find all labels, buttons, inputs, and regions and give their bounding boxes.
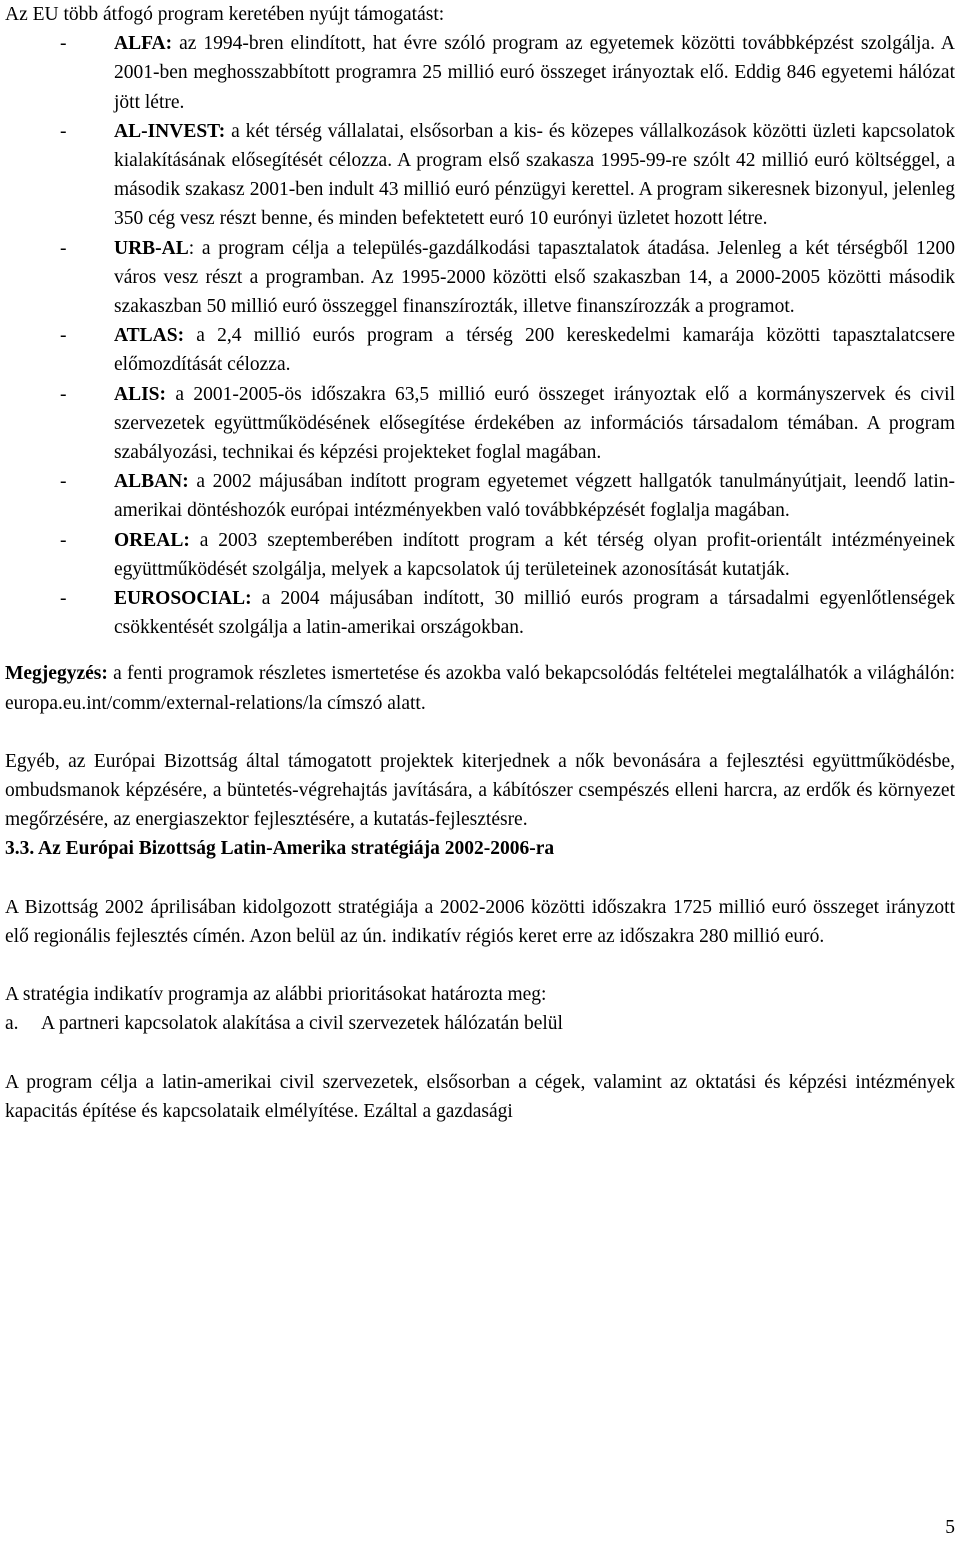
program-list [5, 29, 955, 642]
list-dash: - [60, 471, 67, 493]
program-item-urb-al [5, 234, 955, 322]
program-item-atlas [5, 321, 955, 379]
note-text: a fenti programok részletes ismertetése és azokba való bekapcsolódás feltételei megtalálhatók a világhálón: europa.eu.int/comm/external-relations/la címszó alatt. [5, 663, 955, 714]
program-name: OREAL: [114, 529, 190, 551]
program-text: a két térség vállalatai, elsősorban a kis- és közepes vállalkozások közötti üzleti kapcsolatok kialakításának elősegítését célozza. A program első szakasza 1995-99-re szólt 42 millió euró költséggel, a második szakasz 2001-ben indult 43 millió euró pénzügyi kerettel. A program sikeresnek bizonyul, jelenleg 350 cég vesz részt benne, és minden befektetett euró 10 eurónyi üzletet hozott létre. [114, 120, 955, 230]
list-dash: - [60, 383, 67, 405]
note-paragraph [5, 659, 955, 717]
program-name: ALBAN: [114, 471, 189, 493]
document-page [5, 0, 955, 1126]
program-text: a 2,4 millió eurós program a térség 200 kereskedelmi kamarája közötti tapasztalatcsere előmozdítását célozza. [114, 325, 955, 376]
program-name: ALIS: [114, 383, 167, 405]
list-dash: - [60, 120, 67, 142]
list-dash: - [60, 33, 67, 55]
final-paragraph: A program célja a latin-amerikai civil szervezetek, elsősorban a cégek, valamint az oktatási és képzési intézmények kapacitás építése és kapcsolataik elmélyítése. Ezáltal a gazdasági [5, 1071, 955, 1122]
priorities-intro: A stratégia indikatív programja az alábbi prioritásokat határozta meg: [5, 984, 547, 1006]
intro-text: Az EU több átfogó program keretében nyújt támogatást: [5, 4, 445, 25]
program-name: AL-INVEST: [114, 120, 226, 142]
program-text: az 1994-bren elindított, hat évre szóló program az egyetemek közötti továbbképzést szolgálja. A 2001-ben meghosszabbított programra 25 millió euró összeget irányoztak elő. Eddig 846 egyetemi hálózat jött létre. [114, 33, 955, 113]
list-dash: - [60, 325, 67, 347]
program-text: a 2003 szeptemberében indított program a két térség olyan profit-orientált intézményeinek együttműködését szolgálja, melyek a kapcsolatok új területeinek azonosítását kutatják. [114, 529, 955, 580]
program-name: ATLAS: [114, 325, 185, 347]
program-item-al-invest [5, 117, 955, 234]
program-name: EUROSOCIAL: [114, 588, 252, 610]
list-dash: - [60, 529, 67, 551]
program-name: ALFA: [114, 33, 173, 55]
program-text: a 2002 májusában indított program egyetemet végzett hallgatók tanulmányútjait, leendő latin-amerikai döntéshozók európai intézményekben való továbbképzését foglalja magában. [114, 471, 955, 522]
program-item-eurosocial [5, 584, 955, 642]
program-item-alfa [5, 29, 955, 117]
program-item-oreal [5, 526, 955, 584]
strategy-paragraph: A Bizottság 2002 áprilisában kidolgozott stratégiája a 2002-2006 közötti időszakra 1725 millió euró összeget irányzott elő regionális fejlesztés címén. Azon belül az ún. indikatív régiós keret erre az időszakra 280 millió euró. [5, 896, 955, 947]
priority-marker: a. [5, 1013, 19, 1035]
program-text: a 2001-2005-ös időszakra 63,5 millió euró összeget irányoztak elő a kormányszervek és civil szervezetek együttműködésének elősegítése érdekében az információs társadalom témában. A program szabályozási, technikai és képzési projekteket foglal magában. [114, 383, 955, 464]
program-item-alban [5, 467, 955, 525]
list-dash: - [60, 588, 67, 610]
program-item-alis [5, 380, 955, 468]
program-text: a 2004 májusában indított, 30 millió eurós program a társadalmi egyenlőtlenségek csökkentését szolgálja a latin-amerikai országokban. [114, 588, 955, 639]
list-dash: - [60, 237, 67, 259]
page-number: 5 [945, 1517, 955, 1538]
priority-text: A partneri kapcsolatok alakítása a civil szervezetek hálózatán belül [41, 1013, 563, 1035]
program-text: : a program célja a település-gazdálkodási tapasztalatok átadása. Jelenleg a két térségből 1200 város vesz részt a programban. Az 1995-2000 közötti első szakaszban 14, a 2000-2005 közötti második szakaszban 50 millió euró összeggel finanszírozták, illetve finanszírozzák a programot. [114, 237, 955, 318]
other-projects-paragraph: Egyéb, az Európai Bizottság által támogatott projektek kiterjednek a nők bevonására a fejlesztési együttműködésbe, ombudsmanok képzésére, a büntetés-végrehajtás javítására, a kábítószer csempészés elleni harcra, az erdők és környezet megőrzésére, az energiaszektor fejlesztésére, a kutatás-fejlesztésre. [5, 750, 955, 831]
section-heading: 3.3. Az Európai Bizottság Latin-Amerika stratégiája 2002-2006-ra [5, 838, 555, 860]
program-name: URB-AL [114, 237, 189, 259]
priority-item-a [5, 1009, 955, 1038]
note-label: Megjegyzés: [5, 663, 108, 685]
